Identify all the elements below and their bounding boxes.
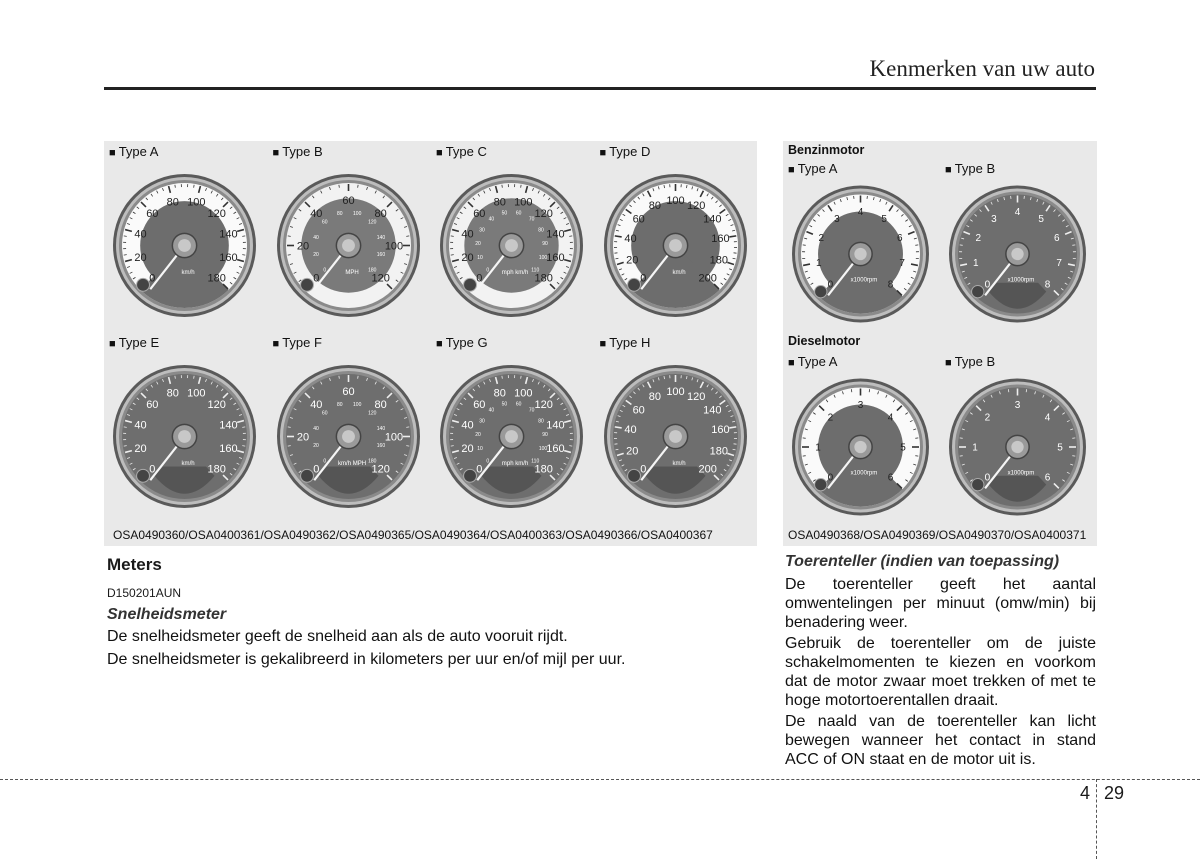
gauge-scale-label: 3 <box>834 214 840 226</box>
gauge-scale-label: 60 <box>473 399 486 412</box>
gauge-scale-label: 200 <box>697 463 717 476</box>
gauge-scale-label: 160 <box>219 443 238 456</box>
gauge-scale-label: 3 <box>1014 400 1021 411</box>
gauge-inner-label: 80 <box>336 402 343 409</box>
gauge-drawing <box>600 161 751 326</box>
gauge-scale-label: 100 <box>514 387 533 400</box>
gauge-drawing <box>109 352 260 517</box>
gauge-scale-label: 0 <box>312 272 319 285</box>
gauge-scale-label: 0 <box>827 472 834 484</box>
section-code: D150201AUN <box>107 586 182 600</box>
gauge-inner-label: 100 <box>538 255 548 262</box>
gauge-scale-label: 20 <box>461 252 474 265</box>
petrol-tachometer-type-a <box>783 158 938 330</box>
gauge-scale-label: 0 <box>312 463 319 476</box>
gauge-type-label: ■ Type B <box>945 354 995 369</box>
gauge-unit-label: km/h <box>672 270 686 277</box>
gauge-scale-label: 20 <box>461 443 474 456</box>
gauge-inner-label: 80 <box>538 418 544 425</box>
gauge-scale-label: 0 <box>639 272 646 285</box>
gauge-scale-label: 80 <box>166 387 179 400</box>
gauge-scale-label: 0 <box>639 463 646 476</box>
gauge-scale-label: 4 <box>1044 412 1051 424</box>
trip-reset-knob <box>137 278 150 291</box>
gauge-scale-label: 40 <box>309 208 322 221</box>
speedometer-type-f <box>268 332 429 521</box>
speedometer-type-h <box>595 332 756 521</box>
gauge-inner-label: 30 <box>479 418 485 425</box>
gauge-scale-label: 0 <box>149 463 156 476</box>
speedometer-type-a <box>104 141 265 330</box>
gauge-scale-label: 140 <box>546 228 565 241</box>
gauge-type-label: ■ Type H <box>600 335 651 350</box>
gauge-scale-label: 120 <box>207 208 226 221</box>
gauge-scale-label: 40 <box>134 419 147 432</box>
gauge-scale-label: 140 <box>702 213 721 226</box>
trip-reset-knob <box>300 469 313 482</box>
gauge-scale-label: 180 <box>207 272 226 285</box>
diesel-tachometer-type-b <box>940 351 1095 523</box>
gauge-unit-label: mph km/h <box>501 461 529 468</box>
gauge-drawing <box>109 161 260 326</box>
gauge-drawing <box>436 161 587 326</box>
gauge-scale-label: 20 <box>625 445 638 458</box>
gauge-scale-label: 60 <box>632 213 645 226</box>
gauge-scale-label: 3 <box>991 214 997 226</box>
gauge-inner-label: 10 <box>477 446 483 453</box>
gauge-scale-label: 160 <box>710 233 730 246</box>
gauge-inner-label: 100 <box>352 402 361 409</box>
gauge-scale-label: 0 <box>984 279 991 291</box>
gauge-scale-label: 80 <box>374 208 387 221</box>
trip-reset-knob <box>627 469 640 482</box>
gauge-scale-label: 0 <box>984 472 991 484</box>
gauge-scale-label: 180 <box>534 272 553 285</box>
gauge-scale-label: 20 <box>625 254 638 267</box>
gauge-scale-label: 120 <box>370 463 390 476</box>
gauge-type-label: ■ Type G <box>436 335 488 350</box>
gauge-inner-label: 110 <box>531 267 540 274</box>
gauge-unit-label: MPH <box>344 270 359 277</box>
gauge-inner-label: 0 <box>322 458 326 465</box>
gauge-scale-label: 5 <box>1038 214 1044 226</box>
gauge-scale-label: 20 <box>134 443 147 456</box>
gauge-scale-label: 60 <box>632 404 645 417</box>
gauge-scale-label: 40 <box>461 228 474 241</box>
gauge-scale-label: 80 <box>648 390 661 403</box>
gauge-inner-label: 120 <box>367 410 376 417</box>
trip-reset-knob <box>300 278 313 291</box>
gauge-inner-label: 20 <box>312 443 319 450</box>
gauge-inner-label: 70 <box>528 216 535 223</box>
gauge-drawing <box>788 371 933 519</box>
gauge-scale-label: 100 <box>187 196 206 209</box>
petrol-tachometer-type-b <box>940 158 1095 330</box>
gauge-inner-label: 40 <box>312 234 319 241</box>
gauge-scale-label: 60 <box>473 208 486 221</box>
speedometer-type-d <box>595 141 756 330</box>
gauge-type-label: ■ Type A <box>788 354 837 369</box>
gauge-scale-label: 100 <box>187 387 206 400</box>
gauge-scale-label: 6 <box>1053 233 1060 245</box>
trip-reset-knob <box>137 469 150 482</box>
gauge-type-label: ■ Type F <box>273 335 322 350</box>
gauge-scale-label: 40 <box>623 233 637 246</box>
gauge-inner-label: 100 <box>352 211 361 218</box>
gauge-scale-label: 160 <box>546 443 565 456</box>
gauge-inner-label: 20 <box>475 241 481 248</box>
page-number: 29 <box>1104 783 1125 803</box>
gauge-scale-label: 60 <box>146 208 159 221</box>
gauge-scale-label: 40 <box>623 424 637 437</box>
gauge-scale-label: 5 <box>900 442 906 454</box>
gauge-scale-label: 80 <box>493 387 506 400</box>
gauge-scale-label: 100 <box>665 194 685 207</box>
gauge-inner-label: 50 <box>501 210 508 217</box>
gauge-inner-label: 0 <box>322 267 326 274</box>
tachometer-subheading: Toerenteller (indien van toepassing) <box>785 553 1060 570</box>
gauge-inner-label: 180 <box>367 458 376 465</box>
gauge-scale-label: 160 <box>219 252 238 265</box>
gauge-inner-label: 180 <box>367 267 376 274</box>
gauge-inner-label: 100 <box>538 446 548 453</box>
gauge-inner-label: 110 <box>531 458 540 465</box>
gauge-inner-label: 0 <box>486 267 490 274</box>
gauge-unit-label: km/h <box>181 270 195 277</box>
gauge-scale-label: 40 <box>461 419 474 432</box>
trip-reset-knob <box>815 479 827 491</box>
gauge-drawing <box>945 178 1090 326</box>
gauge-inner-label: 20 <box>475 432 481 439</box>
gauge-inner-label: 10 <box>477 255 483 262</box>
speedometer-subheading: Snelheidsmeter <box>107 606 227 623</box>
gauge-scale-label: 140 <box>702 404 721 417</box>
gauge-inner-label: 80 <box>336 211 343 218</box>
gauge-scale-label: 60 <box>341 385 355 398</box>
gauge-scale-label: 6 <box>896 233 903 245</box>
trip-reset-knob <box>815 286 827 298</box>
speedometer-type-c <box>431 141 592 330</box>
tachometer-figure-codes: OSA0490368/OSA0490369/OSA0490370/OSA0400371 <box>788 528 1087 542</box>
tachometer-paragraph-1: De toerenteller geeft het aantal omwentelingen per minuut (omw/min) bij benadering weer. <box>785 576 1096 631</box>
gauge-inner-label: 40 <box>488 407 495 414</box>
gauge-inner-label: 50 <box>501 401 508 408</box>
gauge-inner-label: 90 <box>542 432 548 439</box>
gauge-scale-label: 180 <box>709 254 728 267</box>
gauge-drawing <box>273 161 424 326</box>
gauge-scale-label: 20 <box>296 431 309 444</box>
gauge-scale-label: 160 <box>546 252 565 265</box>
gauge-scale-label: 2 <box>818 233 825 245</box>
gauge-type-label: ■ Type B <box>273 144 323 159</box>
gauge-scale-label: 140 <box>219 419 238 432</box>
gauge-inner-label: 60 <box>321 410 328 417</box>
gauge-scale-label: 2 <box>975 233 982 245</box>
gauge-drawing <box>436 352 587 517</box>
gauge-inner-label: 40 <box>312 425 319 432</box>
gauge-inner-label: 60 <box>321 219 328 226</box>
gauge-inner-label: 160 <box>376 252 385 259</box>
gauge-inner-label: 30 <box>479 227 485 234</box>
gauge-type-label: ■ Type A <box>788 161 837 176</box>
gauge-scale-label: 60 <box>146 399 159 412</box>
gauge-scale-label: 200 <box>697 272 717 285</box>
speedometer-figure-codes: OSA0490360/OSA0400361/OSA0490362/OSA0490365/OSA0490364/OSA0400363/OSA0490366/OSA0400367 <box>113 528 713 542</box>
gauge-scale-label: 140 <box>546 419 565 432</box>
gauge-scale-label: 20 <box>296 240 309 253</box>
trip-reset-knob <box>972 479 984 491</box>
trip-reset-knob <box>464 278 477 291</box>
gauge-scale-label: 160 <box>710 424 730 437</box>
gauge-unit-label: x1000rpm <box>1007 470 1035 477</box>
gauge-inner-label: 140 <box>376 425 385 432</box>
tachometer-paragraph-3: De naald van de toerenteller kan licht bewegen wanneer het contact in stand ACC of ON staat en de motor uit is. <box>785 713 1096 768</box>
gauge-scale-label: 2 <box>984 412 991 424</box>
gauge-scale-label: 120 <box>370 272 390 285</box>
gauge-scale-label: 0 <box>149 272 156 285</box>
trip-reset-knob <box>627 278 640 291</box>
gauge-unit-label: x1000rpm <box>850 277 878 284</box>
gauge-scale-label: 180 <box>534 463 553 476</box>
footer-dashed-rule <box>0 779 1200 780</box>
gauge-scale-label: 100 <box>665 385 685 398</box>
gauge-unit-label: x1000rpm <box>1007 277 1035 284</box>
gauge-scale-label: 4 <box>1014 207 1021 218</box>
gauge-scale-label: 40 <box>134 228 147 241</box>
gauge-drawing <box>945 371 1090 519</box>
gauge-scale-label: 0 <box>476 463 483 476</box>
gauge-scale-label: 3 <box>857 400 864 411</box>
gauge-scale-label: 1 <box>972 442 978 454</box>
trip-reset-knob <box>972 286 984 298</box>
gauge-inner-label: 160 <box>376 443 385 450</box>
gauge-scale-label: 120 <box>686 199 705 212</box>
gauge-inner-label: 140 <box>376 234 385 241</box>
gauge-scale-label: 1 <box>816 257 822 269</box>
speedometer-paragraph-2: De snelheidsmeter is gekalibreerd in kilometers per uur en/of mijl per uur. <box>107 651 626 668</box>
gauge-scale-label: 20 <box>134 252 147 265</box>
gauge-unit-label: x1000rpm <box>850 470 878 477</box>
gauge-scale-label: 1 <box>815 442 821 454</box>
gauge-drawing <box>273 352 424 517</box>
gauge-type-label: ■ Type A <box>109 144 158 159</box>
gauge-scale-label: 2 <box>827 412 834 424</box>
trip-reset-knob <box>464 469 477 482</box>
gauge-scale-label: 140 <box>219 228 238 241</box>
gauge-inner-label: 60 <box>515 210 522 217</box>
gauge-scale-label: 120 <box>686 390 705 403</box>
gauge-scale-label: 0 <box>476 272 483 285</box>
gauge-scale-label: 4 <box>857 207 864 218</box>
speedometer-type-g <box>431 332 592 521</box>
gauge-unit-label: km/h MPH <box>337 461 366 468</box>
chapter-number: 4 <box>1080 783 1091 803</box>
speedometer-paragraph-1: De snelheidsmeter geeft de snelheid aan als de auto vooruit rijdt. <box>107 628 568 645</box>
gauge-inner-label: 90 <box>542 241 548 248</box>
gauge-scale-label: 180 <box>709 445 728 458</box>
gauge-scale-label: 60 <box>341 194 355 207</box>
gauge-inner-label: 0 <box>486 458 490 465</box>
gauge-inner-label: 20 <box>312 252 319 259</box>
diesel-tachometer-type-a <box>783 351 938 523</box>
gauge-scale-label: 100 <box>514 196 533 209</box>
gauge-type-label: ■ Type C <box>436 144 487 159</box>
petrol-heading: Benzinmotor <box>788 143 865 157</box>
gauge-inner-label: 60 <box>515 401 522 408</box>
gauge-scale-label: 5 <box>881 214 887 226</box>
gauge-scale-label: 100 <box>384 240 403 253</box>
gauge-scale-label: 180 <box>207 463 226 476</box>
gauge-inner-label: 80 <box>538 227 544 234</box>
gauge-scale-label: 5 <box>1057 442 1063 454</box>
running-header: Kenmerken van uw auto <box>869 56 1095 81</box>
gauge-scale-label: 40 <box>309 399 322 412</box>
gauge-scale-label: 100 <box>384 431 403 444</box>
gauge-type-label: ■ Type B <box>945 161 995 176</box>
gauge-scale-label: 4 <box>887 412 894 424</box>
gauge-scale-label: 80 <box>374 399 387 412</box>
gauge-scale-label: 8 <box>1044 279 1051 291</box>
diesel-heading: Dieselmotor <box>788 334 861 348</box>
gauge-scale-label: 7 <box>1056 257 1062 269</box>
speedometer-type-e <box>104 332 265 521</box>
gauge-scale-label: 1 <box>973 257 979 269</box>
gauge-drawing <box>600 352 751 517</box>
section-heading: Meters <box>107 555 162 574</box>
gauge-unit-label: km/h <box>181 461 195 468</box>
gauge-scale-label: 8 <box>887 279 894 291</box>
gauge-unit-label: mph km/h <box>501 270 529 277</box>
tachometer-paragraph-2: Gebruik de toerenteller om de juiste schakelmomenten te kiezen en voorkom dat de motor zwaar moet trekken of met te hoge motortoerentallen draait. <box>785 635 1096 709</box>
gauge-type-label: ■ Type E <box>109 335 159 350</box>
gauge-inner-label: 120 <box>367 219 376 226</box>
gauge-unit-label: km/h <box>672 461 686 468</box>
gauge-scale-label: 0 <box>827 279 834 291</box>
footer-vertical-rule <box>1096 779 1097 859</box>
gauge-scale-label: 80 <box>166 196 179 209</box>
gauge-scale-label: 120 <box>534 399 553 412</box>
header-rule <box>104 87 1096 90</box>
gauge-inner-label: 70 <box>528 407 535 414</box>
gauge-scale-label: 80 <box>648 199 661 212</box>
gauge-scale-label: 120 <box>207 399 226 412</box>
gauge-scale-label: 7 <box>899 257 905 269</box>
gauge-type-label: ■ Type D <box>600 144 651 159</box>
gauge-scale-label: 6 <box>1044 472 1051 484</box>
speedometer-type-b <box>268 141 429 330</box>
gauge-scale-label: 80 <box>493 196 506 209</box>
gauge-inner-label: 40 <box>488 216 495 223</box>
gauge-drawing <box>788 178 933 326</box>
gauge-scale-label: 120 <box>534 208 553 221</box>
gauge-scale-label: 6 <box>887 472 894 484</box>
